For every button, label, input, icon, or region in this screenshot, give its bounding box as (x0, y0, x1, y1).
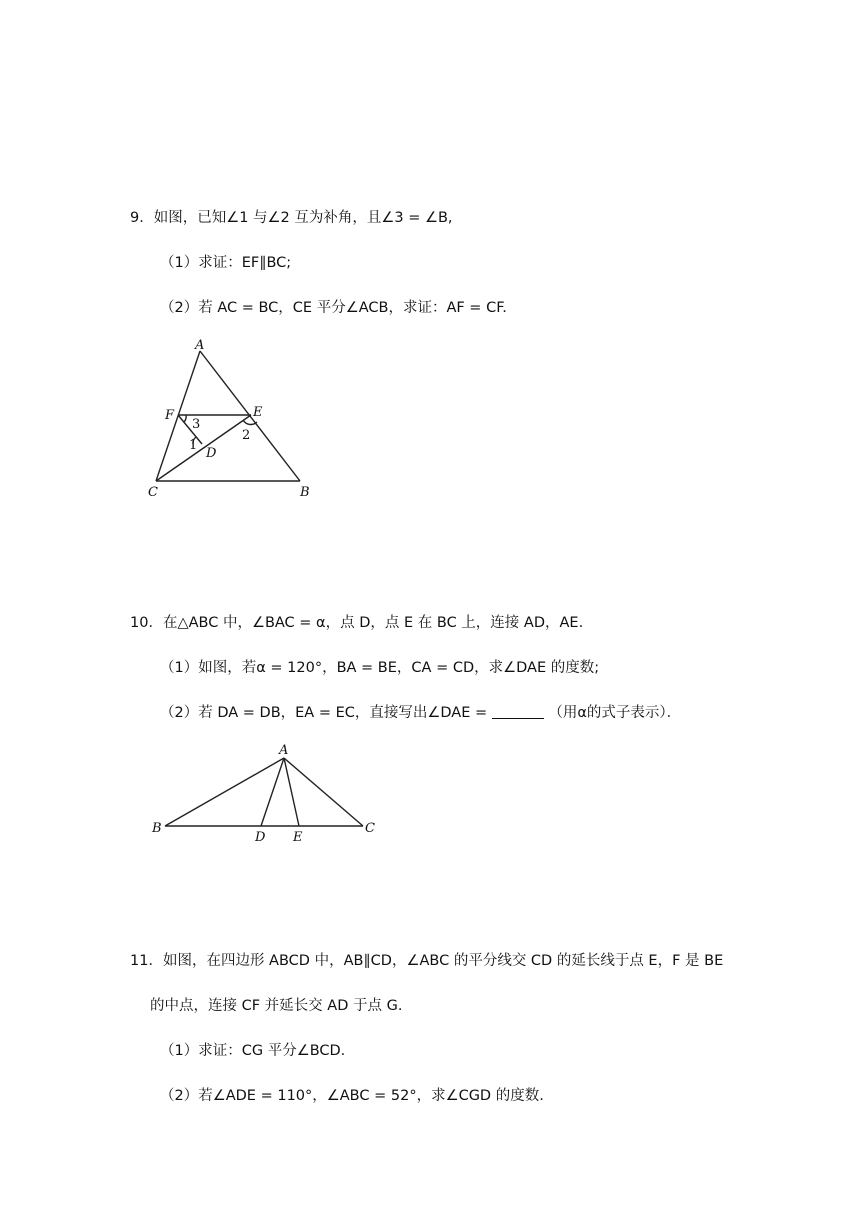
q9-label-F: F (165, 408, 175, 423)
q9-label-E: E (253, 405, 263, 420)
q10-segment-AD (261, 758, 284, 826)
q11-part1: （1）求证：CG 平分∠BCD. (160, 1043, 346, 1059)
q9-label-A: A (195, 338, 205, 353)
q9-part1: （1）求证：EF∥BC; (160, 255, 292, 271)
q10-stem: 10．在△ABC 中，∠BAC = α，点 D，点 E 在 BC 上，连接 AD，AE. (130, 615, 584, 631)
q9-label-2: 2 (242, 428, 251, 443)
q9-part2: （2）若 AC = BC，CE 平分∠ACB，求证：AF = CF. (160, 300, 507, 316)
q9-label-B: B (300, 485, 310, 500)
q9-figure (140, 336, 330, 506)
q10-segment-AB (165, 758, 284, 826)
q10-label-D: D (255, 830, 266, 845)
q10-answer-blank (492, 704, 544, 719)
q10-part2-suffix: （用α的式子表示）． (548, 705, 682, 721)
q11-stem-line1: 11．如图，在四边形 ABCD 中，AB∥CD，∠ABC 的平分线交 CD 的延长线于点 E，F 是 BE (130, 953, 724, 969)
q9-label-3: 3 (192, 417, 201, 432)
q10-label-E: E (293, 830, 303, 845)
q9-stem: 9．如图，已知∠1 与∠2 互为补角，且∠3 = ∠B, (130, 210, 453, 226)
q10-part2-prefix: （2）若 DA = DB，EA = EC，直接写出∠DAE = (160, 705, 488, 721)
q9-label-1: 1 (189, 438, 198, 453)
q9-label-C: C (148, 485, 158, 500)
q10-label-A: A (279, 743, 289, 758)
q10-label-B: B (152, 821, 162, 836)
q11-stem-line2: 的中点，连接 CF 并延长交 AD 于点 G. (150, 998, 403, 1014)
q9-segment-CE (156, 415, 251, 481)
q10-segment-AC (284, 758, 363, 826)
q10-part1: （1）如图，若α = 120°，BA = BE，CA = CD，求∠DAE 的度数; (160, 660, 600, 676)
q10-label-C: C (365, 821, 375, 836)
q9-angle-3-arc (184, 415, 186, 422)
q10-part2 (160, 703, 681, 723)
q11-part2: （2）若∠ADE = 110°，∠ABC = 52°，求∠CGD 的度数. (160, 1088, 544, 1104)
q9-label-D: D (206, 446, 217, 461)
q10-figure (145, 738, 390, 848)
